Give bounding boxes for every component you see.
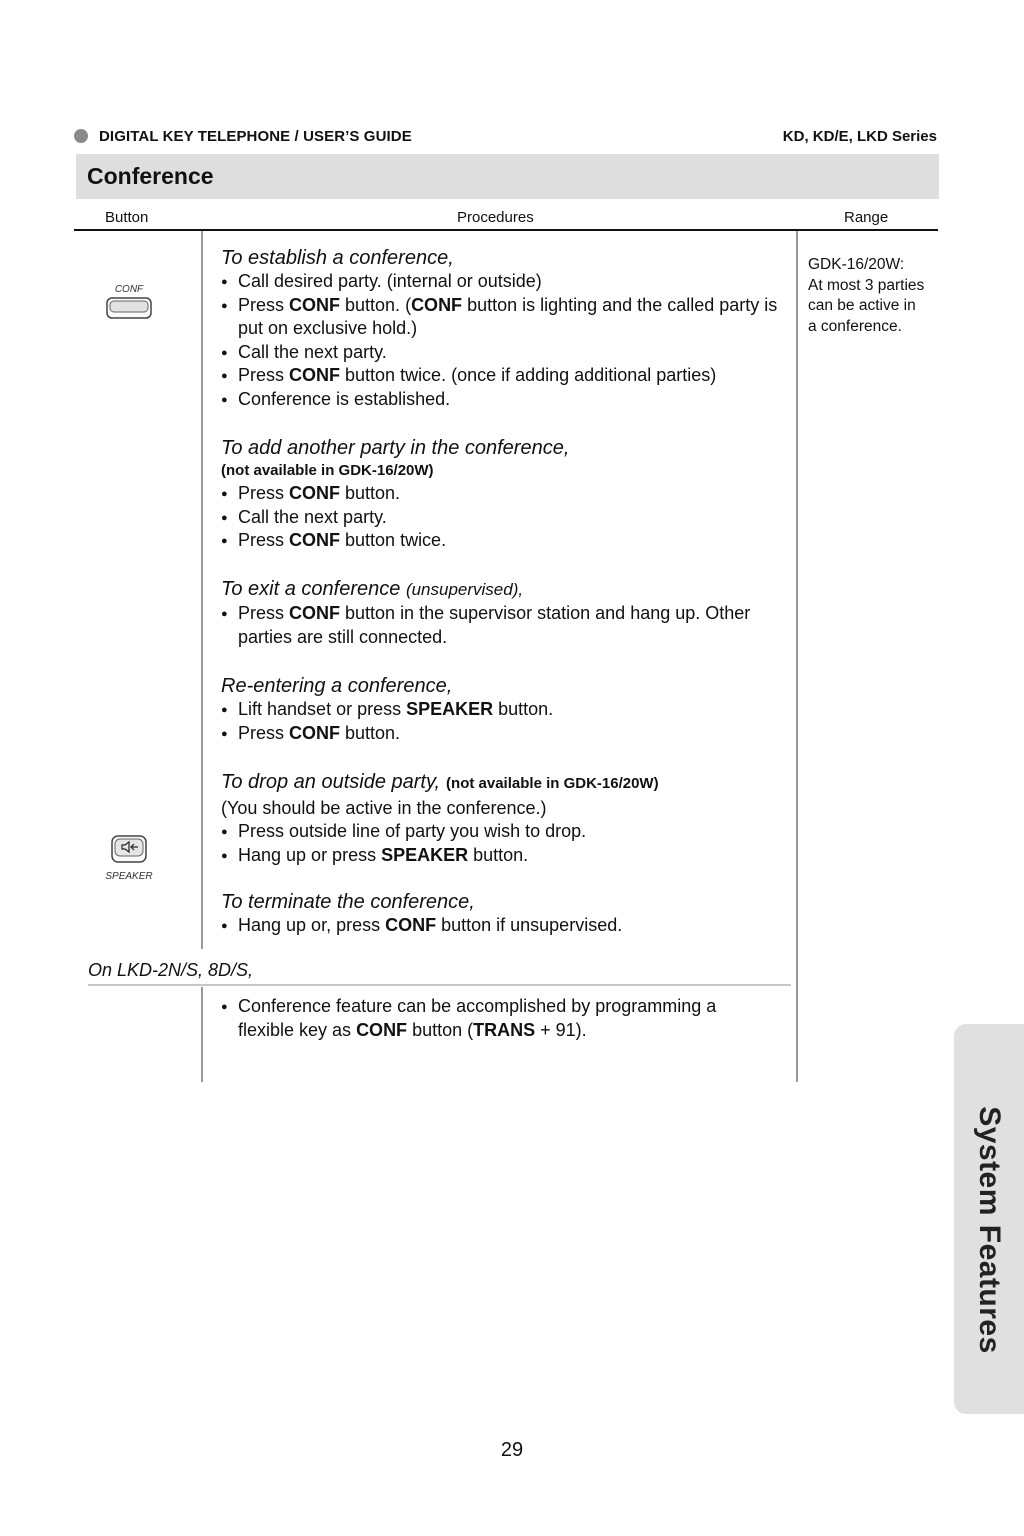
column-header-button: Button [105, 209, 149, 226]
conf-button-illustration [103, 284, 155, 326]
establish-step-3: ● Call the next party. [221, 341, 791, 365]
column-divider-left-bottom [201, 987, 203, 1082]
add-step-3: ● Press CONF button twice. [221, 529, 791, 553]
series-title: KD, KD/E, LKD Series [782, 128, 937, 145]
speaker-key-icon [103, 834, 155, 866]
drop-step-2: ● Hang up or press SPEAKER button. [221, 844, 791, 868]
add-note: (not available in GDK-16/20W) [221, 462, 434, 479]
add-step-2: ● Call the next party. [221, 506, 791, 530]
drop-note: (You should be active in the conference.) [221, 798, 547, 818]
procedure-reenter [221, 674, 791, 745]
range-line-4: a conference. [808, 317, 902, 335]
add-step-1: ● Press CONF button. [221, 482, 791, 506]
establish-step-2: ● Press CONF button. (CONF button is lighting and the called party is put on exclusive hold.) [221, 294, 791, 341]
lkd-procedure [221, 995, 761, 1042]
terminate-heading: To terminate the conference, [221, 891, 475, 913]
procedure-terminate [221, 890, 791, 938]
conf-key-icon [103, 295, 155, 321]
column-divider-left-top [201, 231, 203, 949]
reenter-step-2: ● Press CONF button. [221, 722, 791, 746]
establish-step-5: ● Conference is established. [221, 388, 791, 412]
range-line-3: can be active in [808, 297, 916, 314]
terminate-step-1: ● Hang up or, press CONF button if unsupervised. [221, 914, 791, 938]
section-title: Conference [87, 163, 214, 189]
establish-step-4: ● Press CONF button twice. (once if adding additional parties) [221, 364, 791, 388]
column-divider-right [796, 231, 798, 1082]
range-line-2: At most 3 parties [808, 276, 925, 294]
side-tab-label: System Features [973, 1106, 1006, 1354]
conf-button-caption: CONF [114, 284, 144, 295]
procedure-establish [221, 246, 791, 411]
procedure-add [221, 436, 791, 553]
exit-step-1: ● Press CONF button in the supervisor station and hang up. Other parties are still connected. [221, 602, 791, 649]
exit-heading: To exit a conference (unsupervised), [221, 578, 524, 600]
lkd-step-1: ● Conference feature can be accomplished by programming a flexible key as CONF button (TRANS + 91). [221, 995, 761, 1042]
procedure-drop [221, 770, 791, 867]
lkd-divider-rule [88, 984, 791, 986]
header-rule [74, 229, 938, 231]
add-heading: To add another party in the conference, [221, 437, 570, 459]
speaker-button-illustration [103, 834, 155, 882]
header-bullet-icon [74, 129, 88, 143]
column-header-range: Range [844, 209, 889, 226]
establish-step-1: ● Call desired party. (internal or outside) [221, 270, 791, 294]
reenter-step-1: ● Lift handset or press SPEAKER button. [221, 698, 791, 722]
establish-heading: To establish a conference, [221, 247, 454, 269]
procedure-exit [221, 577, 791, 649]
column-header-procedures: Procedures [457, 209, 534, 226]
drop-step-1: ● Press outside line of party you wish to drop. [221, 820, 791, 844]
speaker-button-caption: SPEAKER [105, 871, 153, 882]
page-number: 29 [500, 1439, 524, 1461]
drop-heading: To drop an outside party, (not available in GDK-16/20W) [221, 771, 659, 793]
range-line-1: GDK-16/20W: [808, 256, 905, 273]
lkd-label: On LKD-2N/S, 8D/S, [88, 960, 254, 980]
range-text [808, 255, 948, 337]
reenter-heading: Re-entering a conference, [221, 675, 453, 697]
guide-title: DIGITAL KEY TELEPHONE / USER’S GUIDE [99, 128, 412, 145]
